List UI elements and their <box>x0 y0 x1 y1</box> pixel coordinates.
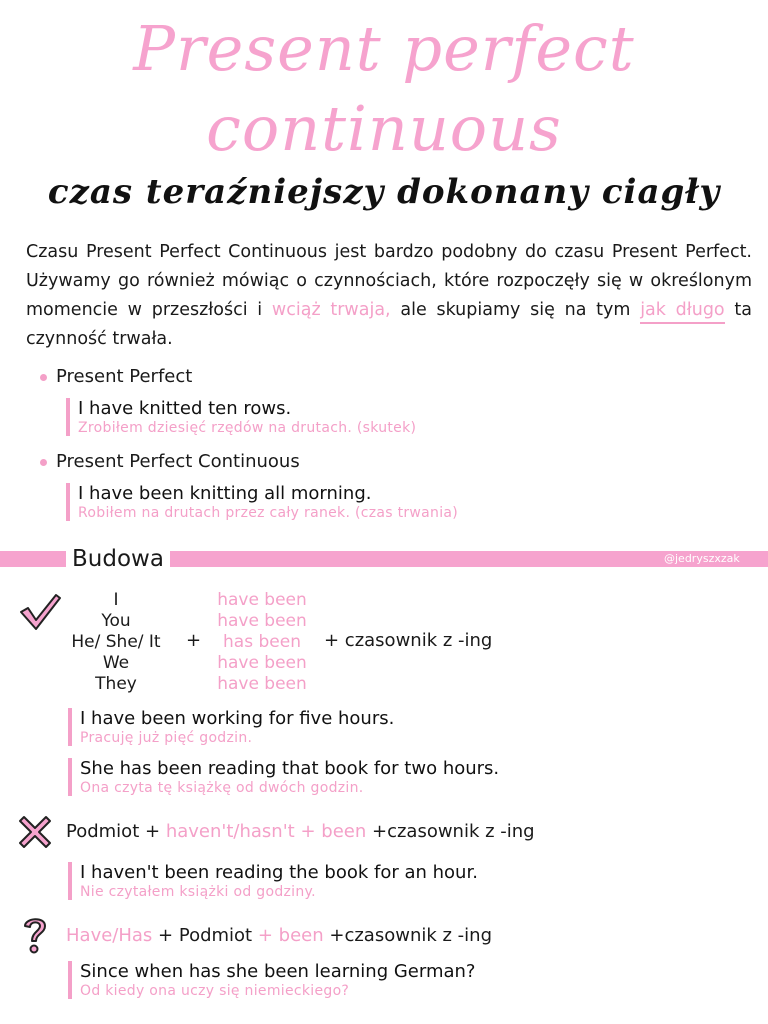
verb-ing-suffix: + czasownik z -ing <box>324 630 493 651</box>
auxiliary-column <box>210 590 314 695</box>
section-title: Budowa <box>66 546 170 572</box>
bullet-dot <box>40 459 47 466</box>
intro-text-3: ta czynność trwała. <box>26 300 752 349</box>
watermark: @jedryszxzak <box>664 552 740 565</box>
question-structure <box>66 925 492 946</box>
auxiliary: have been <box>217 590 307 610</box>
example-present-perfect <box>66 398 416 436</box>
example-present-perfect-continuous <box>66 483 458 521</box>
auxiliary: have been <box>217 611 307 631</box>
bullet-dot <box>40 374 47 381</box>
bullet-present-perfect-continuous <box>40 451 300 472</box>
plus-sign: + <box>300 821 316 842</box>
negative-structure <box>66 821 535 842</box>
example-english: I have been knitting all morning. <box>78 483 372 504</box>
example-negative <box>68 862 478 900</box>
negative-auxiliary: haven't/hasn't <box>165 821 295 842</box>
example-english: I have knitted ten rows. <box>78 398 292 419</box>
question-auxiliary: Have/Has <box>66 925 153 946</box>
pronoun-column <box>56 590 176 695</box>
example-affirmative-2 <box>68 758 499 796</box>
example-polish: Pracuję już pięć godzin. <box>80 730 253 746</box>
subject-label: + Podmiot <box>158 925 253 946</box>
cross-icon <box>16 813 54 851</box>
plus-sign: + <box>186 630 202 651</box>
pronoun: I <box>113 590 119 610</box>
pronoun: They <box>95 674 137 694</box>
example-english: I haven't been reading the book for an hour. <box>80 862 478 883</box>
example-english: I have been working for five hours. <box>80 708 395 729</box>
example-question <box>68 961 475 999</box>
verb-ing-suffix: +czasownik z -ing <box>329 925 492 946</box>
example-affirmative-1 <box>68 708 394 746</box>
bullet-label: Present Perfect Continuous <box>56 451 300 472</box>
example-english: She has been reading that book for two hours. <box>80 758 500 779</box>
auxiliary: have been <box>217 653 307 673</box>
subject-label: Podmiot <box>66 821 140 842</box>
example-english: Since when has she been learning German? <box>80 961 476 982</box>
pronoun: You <box>101 611 131 631</box>
auxiliary: has been <box>223 632 301 652</box>
pronoun: He/ She/ It <box>71 632 161 652</box>
bullet-present-perfect <box>40 366 192 387</box>
title-line-2: continuous <box>206 92 562 165</box>
pronoun: We <box>102 653 130 673</box>
auxiliary: have been <box>217 674 307 694</box>
subtitle: czas teraźniejszy dokonany ciagły <box>47 172 721 212</box>
been-label: + been <box>257 925 324 946</box>
example-polish: Ona czyta tę książkę od dwóch godzin. <box>80 780 364 796</box>
example-polish: Od kiedy ona uczy się niemieckiego? <box>80 983 350 999</box>
question-mark-icon <box>20 914 50 956</box>
been-label: been <box>321 821 367 842</box>
verb-ing-suffix: +czasownik z -ing <box>371 821 535 842</box>
title-line-1: Present perfect <box>133 12 635 85</box>
intro-highlight-still-ongoing: wciąż trwaja, <box>271 300 391 320</box>
intro-text-1: Czasu Present Perfect Continuous jest bardzo podobny do czasu Present Perfect. Używamy go również mówiąc o czynnościach, które rozpoczęły się w określonym momencie w przeszłości i <box>26 242 752 320</box>
intro-highlight-how-long: jak długo <box>640 300 724 324</box>
example-polish: Zrobiłem dziesięć rzędów na drutach. (skutek) <box>78 420 417 436</box>
intro-text-2: ale skupiamy się na tym <box>390 300 641 320</box>
example-polish: Robiłem na drutach przez cały ranek. (czas trwania) <box>78 505 459 521</box>
example-polish: Nie czytałem książki od godziny. <box>80 884 316 900</box>
intro-paragraph <box>26 238 752 354</box>
plus-sign: + <box>145 821 161 842</box>
bullet-label: Present Perfect <box>56 366 193 387</box>
